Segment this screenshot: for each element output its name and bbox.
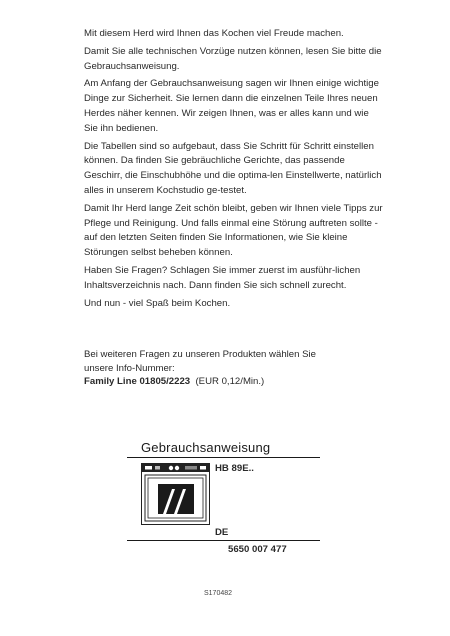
oven-icon [141, 463, 210, 525]
divider [127, 457, 320, 458]
intro-paragraph: Damit Sie alle technischen Vorzüge nutzen können, lesen Sie bitte die Gebrauchsanweisung. [84, 45, 382, 72]
intro-paragraph: Und nun - viel Spaß beim Kochen. [84, 297, 231, 309]
contact-info [84, 348, 384, 389]
contact-line: Bei weiteren Fragen zu unseren Produkten wählen Sie [84, 349, 316, 360]
hotline-name: Family Line 01805/2223 [84, 376, 191, 388]
language-code: DE [215, 527, 229, 538]
manual-title: Gebrauchsanweisung [141, 440, 271, 455]
intro-paragraph: Haben Sie Fragen? Schlagen Sie immer zuerst im ausführ-lichen Inhaltsverzeichnis nach. Dann finden Sie sich schnell zurecht. [84, 264, 361, 291]
hotline [84, 375, 384, 389]
intro-paragraph: Mit diesem Herd wird Ihnen das Kochen viel Freude machen. [84, 28, 344, 39]
hotline-rate: (EUR 0,12/Min.) [195, 376, 265, 388]
document-id: S170482 [204, 590, 233, 597]
intro-paragraph: Am Anfang der Gebrauchsanweisung sagen wir Ihnen einige wichtige Dinge zur Sicherheit. Sie lernen dann die einzelnen Teile Ihres neuen Herdes näher kennen. Wir zeigen Ihnen, was er alles kann und wie Sie ihn bedienen. [84, 78, 379, 134]
model-number: HB 89E.. [215, 463, 254, 474]
intro-paragraph: Die Tabellen sind so aufgebaut, dass Sie Schritt für Schritt einstellen können. Da finden Sie gebräuchliche Gerichte, das passende Geschirr, die Einschubhöhe und die optima-len Einstellwerte, natürlich alles in unserem Kochstudio ge-testet. [84, 140, 382, 196]
divider [127, 540, 320, 541]
intro-text [84, 27, 384, 314]
contact-line: unsere Info-Nummer: [84, 362, 175, 374]
part-number: 5650 007 477 [228, 544, 287, 555]
intro-paragraph: Damit Ihr Herd lange Zeit schön bleibt, geben wir Ihnen viele Tipps zur Pflege und Reinigung. Und falls einmal eine Störung auftreten sollte - auf den letzten Seiten finden Sie Informationen, wie Sie kleine Störungen selbst beheben können. [84, 202, 383, 259]
